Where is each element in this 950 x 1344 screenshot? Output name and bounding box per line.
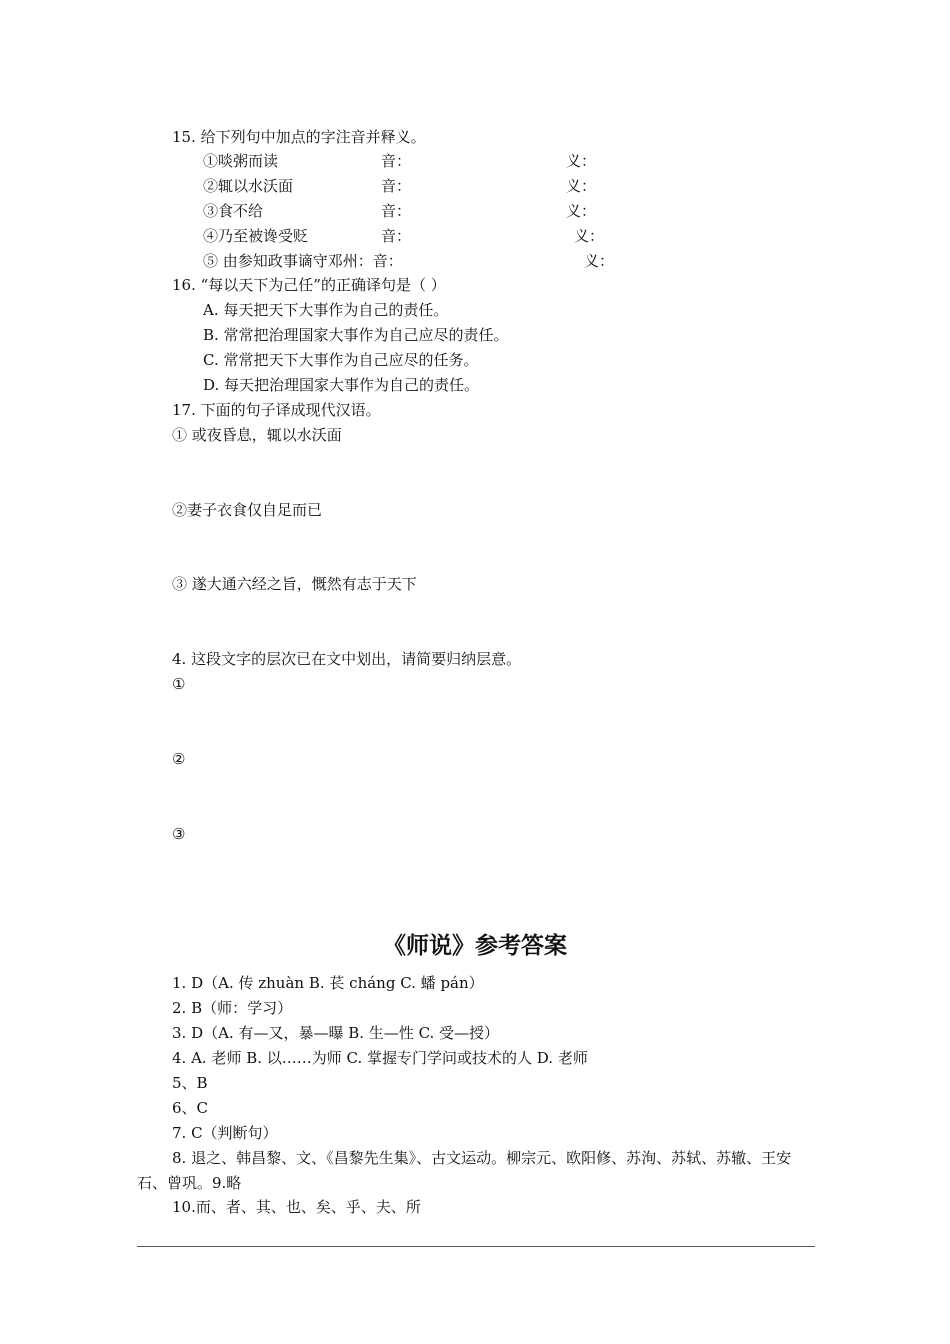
answer-line-7: 7. C（判断句）	[172, 1124, 278, 1142]
q15-item-2-yin: 音：	[381, 177, 412, 195]
q16-option-c: C. 常常把天下大事作为自己应尽的任务。	[203, 351, 479, 369]
q15-item-3-yin: 音：	[381, 202, 412, 220]
q17-heading: 17. 下面的句子译成现代汉语。	[172, 401, 381, 419]
q16-option-a: A. 每天把天下大事作为自己的责任。	[203, 301, 449, 319]
answers-title: 《师说》参考答案	[383, 933, 567, 959]
q15-item-3-yi: 义：	[566, 202, 597, 220]
q15-item-2-yi: 义：	[566, 177, 597, 195]
answer-line-6: 6、C	[172, 1099, 209, 1117]
answer-line-5: 5、B	[172, 1074, 208, 1092]
q16-heading: 16. “每以天下为己任”的正确译句是（ ）	[172, 276, 446, 294]
q17-item-3: ③ 遂大通六经之旨，慨然有志于天下	[172, 575, 417, 593]
q15-item-5-yi: 义：	[584, 252, 615, 270]
q15-item-4: ④乃至被谗受贬	[203, 227, 309, 245]
q15-heading: 15. 给下列句中加点的字注音并释义。	[172, 128, 426, 146]
q17-item-2: ②妻子衣食仅自足而已	[172, 501, 323, 519]
q15-item-3: ③食不给	[203, 202, 264, 220]
q16-option-d: D. 每天把治理国家大事作为自己的责任。	[203, 376, 480, 394]
q15-item-1-yin: 音：	[381, 152, 412, 170]
answer-line-10: 10.而、者、其、也、矣、乎、夫、所	[172, 1198, 421, 1216]
q15-item-4-yin: 音：	[381, 227, 412, 245]
answer-line-4: 4. A. 老师 B. 以……为师 C. 掌握专门学问或技术的人 D. 老师	[172, 1049, 588, 1067]
q15-item-5: ⑤ 由参知政事谪守邓州：音：	[203, 252, 403, 270]
q16-option-b: B. 常常把治理国家大事作为自己应尽的责任。	[203, 326, 509, 344]
footer-divider	[137, 1246, 815, 1247]
q4-heading: 4. 这段文字的层次已在文中划出，请简要归纳层意。	[172, 650, 522, 668]
answer-line-8: 8. 退之、韩昌黎、文、《昌黎先生集》、古文运动。柳宗元、欧阳修、苏洵、苏轼、苏辙、王安	[172, 1149, 792, 1167]
answer-line-2: 2. B（师：学习）	[172, 999, 293, 1017]
q4-item-3: ③	[172, 825, 186, 843]
q4-item-2: ②	[172, 750, 186, 768]
q15-item-1: ①啖粥而读	[203, 152, 279, 170]
answer-line-8-cont: 石、曾巩。9.略	[137, 1174, 242, 1192]
answer-line-3: 3. D（A. 有—又，暴—曝 B. 生—性 C. 受—授）	[172, 1024, 500, 1042]
q17-item-1: ① 或夜昏息，辄以水沃面	[172, 426, 342, 444]
q15-item-4-yi: 义：	[574, 227, 605, 245]
q4-item-1: ①	[172, 675, 186, 693]
q15-item-1-yi: 义：	[566, 152, 597, 170]
answer-line-1: 1. D（A. 传 zhuàn B. 苌 cháng C. 蟠 pán）	[172, 974, 484, 992]
q15-item-2: ②辄以水沃面	[203, 177, 294, 195]
